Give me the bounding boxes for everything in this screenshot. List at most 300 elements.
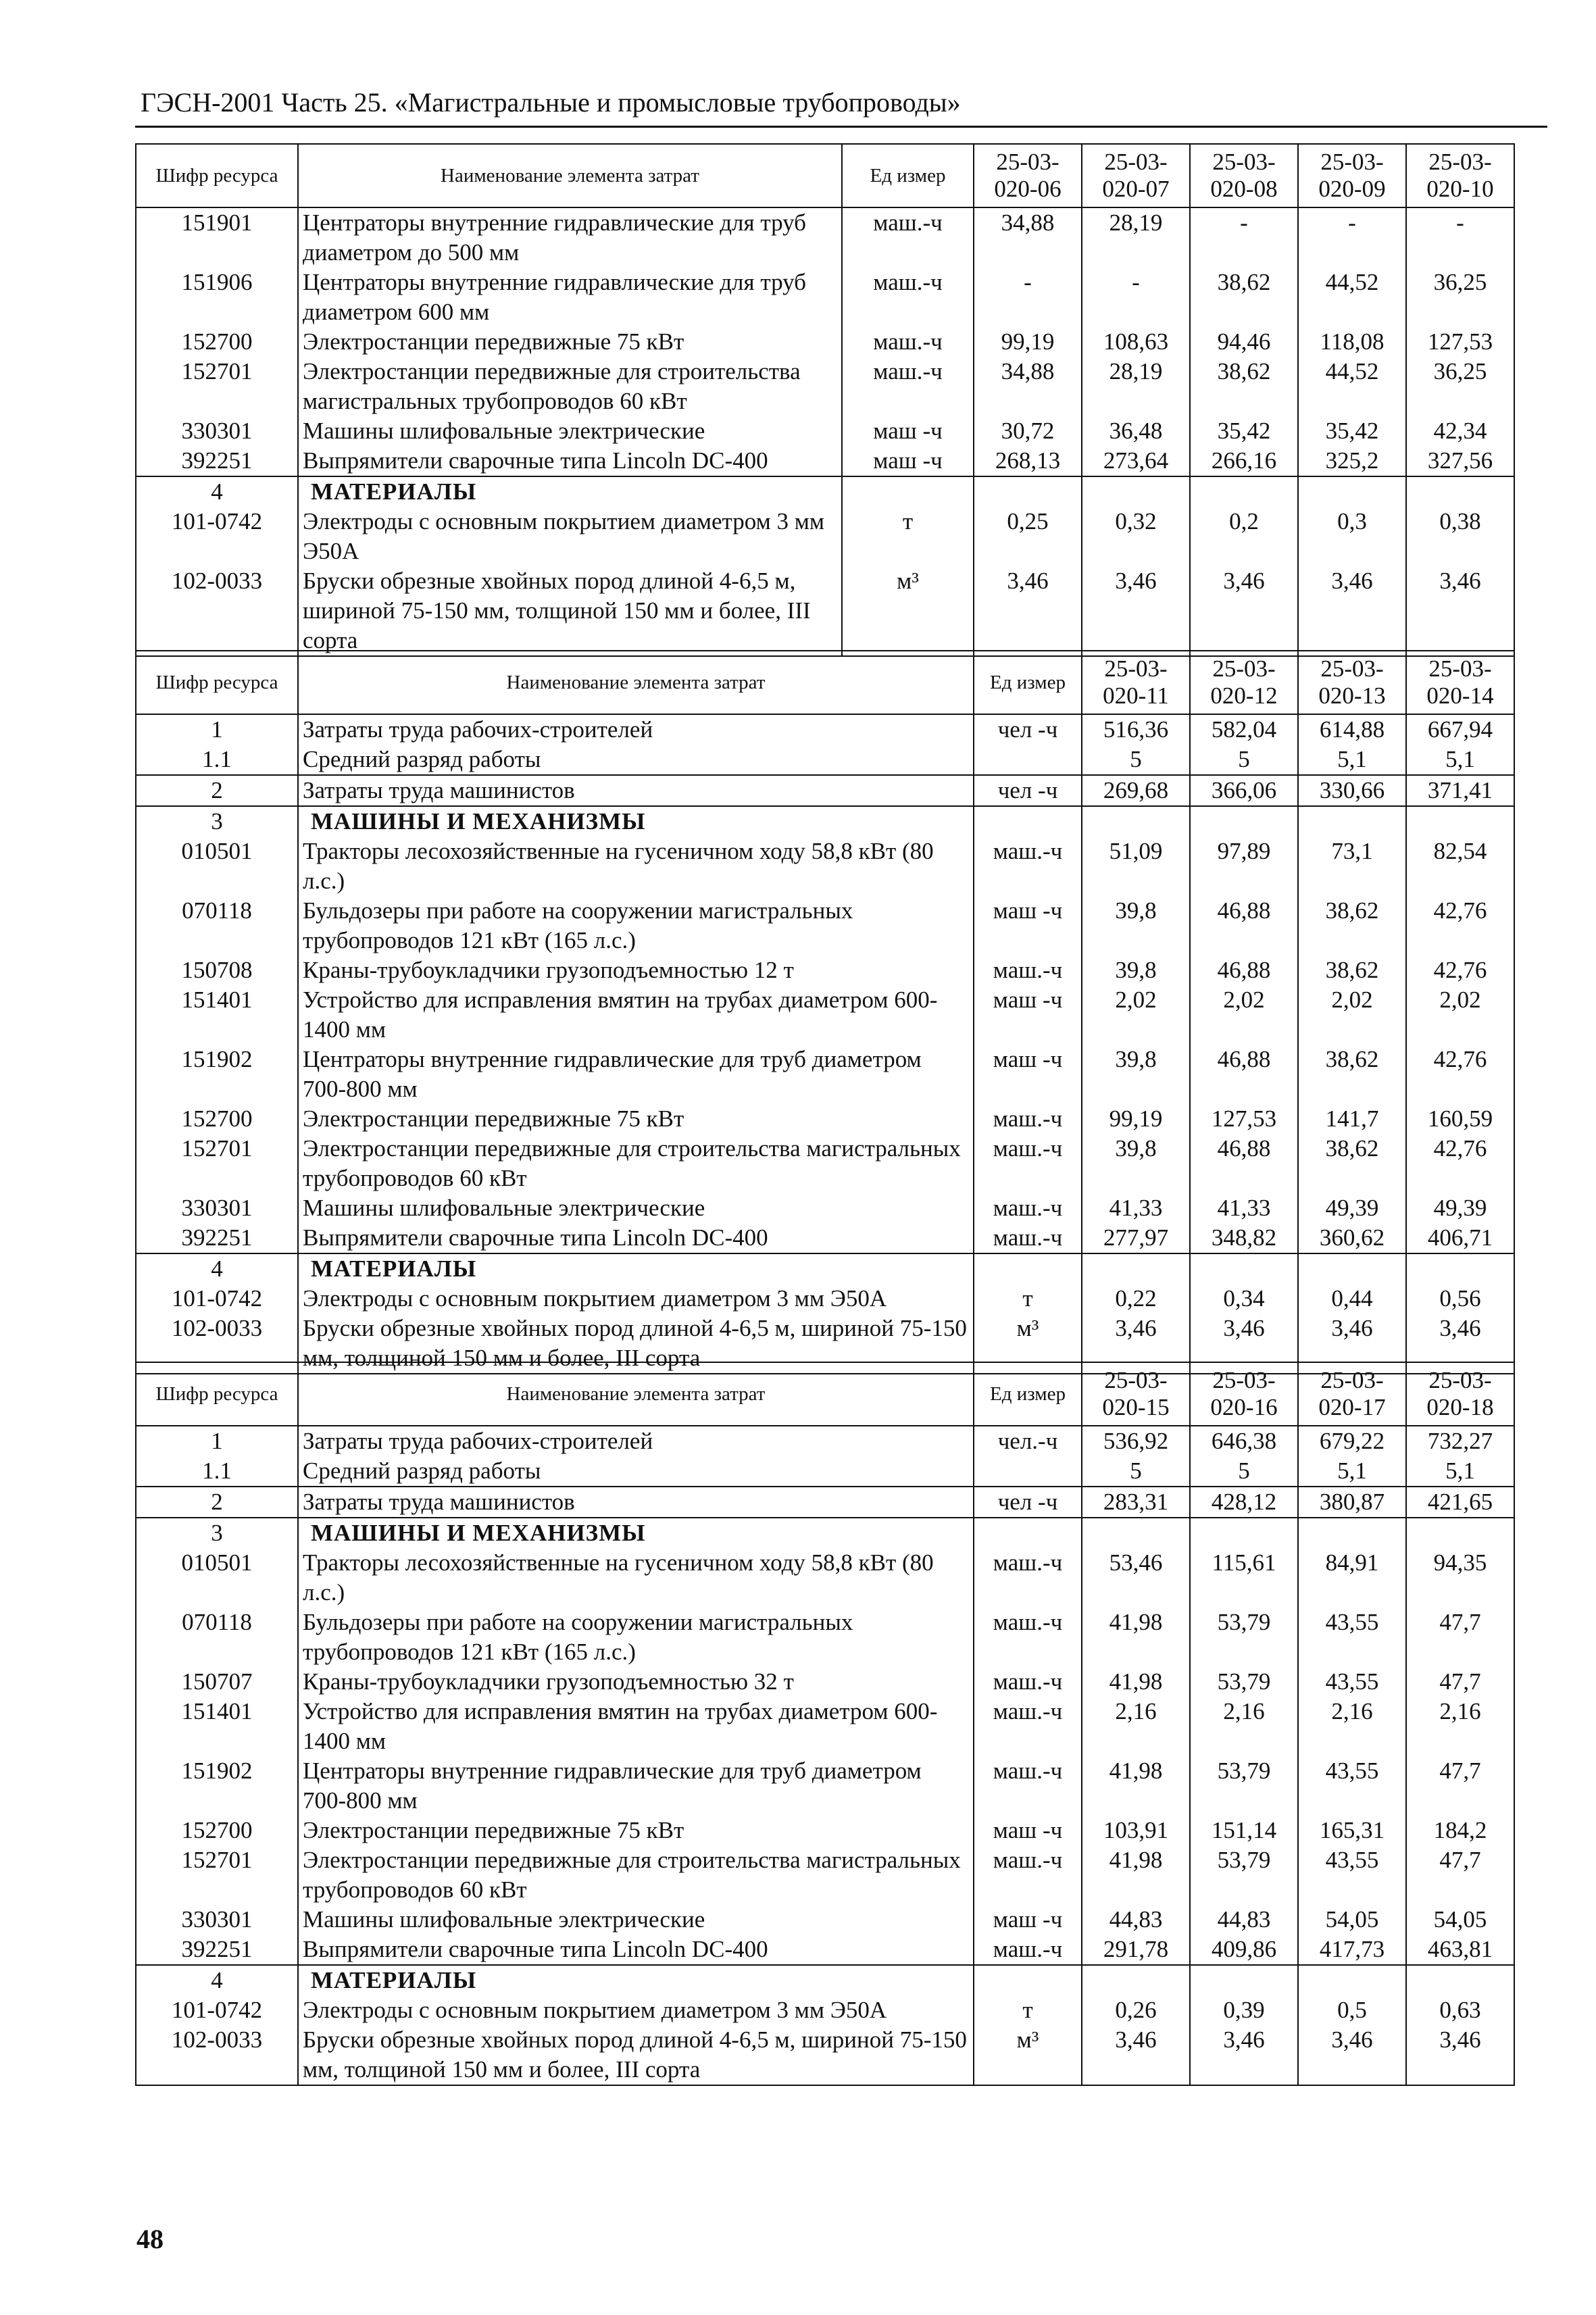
value-cell: 34,88 xyxy=(974,357,1082,416)
resource-code: 101-0742 xyxy=(136,1284,298,1314)
value-cell: 3,46 xyxy=(1406,2025,1514,2085)
value-cell: 28,19 xyxy=(1082,357,1190,416)
resource-code: 330301 xyxy=(136,1193,298,1223)
value-cell: 39,8 xyxy=(1082,1045,1190,1104)
value-cell: 2,02 xyxy=(1406,985,1514,1045)
resource-name: Выпрямители сварочные типа Lincoln DC-400 xyxy=(298,1223,974,1253)
resource-name: Устройство для исправления вмятин на трубах диаметром 600-1400 мм xyxy=(298,1697,974,1756)
value-cell: 291,78 xyxy=(1082,1935,1190,1965)
value-cell xyxy=(1082,1965,1190,1995)
value-cell: 47,7 xyxy=(1406,1756,1514,1816)
value-cell: 184,2 xyxy=(1406,1816,1514,1845)
value-cell: 406,71 xyxy=(1406,1223,1514,1253)
value-cell: 46,88 xyxy=(1190,955,1298,985)
value-cell: - xyxy=(974,268,1082,327)
header-name: Наименование элемента затрат xyxy=(298,144,842,207)
table-row xyxy=(136,837,1514,896)
unit-cell: м³ xyxy=(974,2025,1082,2085)
header-code: Шифр ресурса xyxy=(136,1362,298,1426)
header-rate-code: 25-03-020-10 xyxy=(1406,144,1514,207)
value-cell: 2,16 xyxy=(1406,1697,1514,1756)
resource-code: 4 xyxy=(136,1253,298,1284)
value-cell: 41,33 xyxy=(1082,1193,1190,1223)
value-cell: 47,7 xyxy=(1406,1667,1514,1697)
table-row xyxy=(136,1104,1514,1134)
resource-name: Бульдозеры при работе на сооружении магистральных трубопроводов 121 кВт (165 л.с.) xyxy=(298,896,974,955)
value-cell: 667,94 xyxy=(1406,714,1514,745)
resource-code: 151401 xyxy=(136,1697,298,1756)
value-cell: 463,81 xyxy=(1406,1935,1514,1965)
value-cell: 53,46 xyxy=(1082,1548,1190,1608)
table-row xyxy=(136,1134,1514,1193)
value-cell: 39,8 xyxy=(1082,955,1190,985)
value-cell xyxy=(1082,1518,1190,1548)
table-row xyxy=(136,1223,1514,1253)
unit-cell: маш -ч xyxy=(974,1905,1082,1935)
resource-code: 152701 xyxy=(136,1134,298,1193)
value-cell: 269,68 xyxy=(1082,775,1190,806)
table-row xyxy=(136,1845,1514,1905)
value-cell: 73,1 xyxy=(1298,837,1406,896)
unit-cell: т xyxy=(842,507,974,566)
value-cell xyxy=(1298,1965,1406,1995)
value-cell: 46,88 xyxy=(1190,896,1298,955)
unit-cell xyxy=(974,1456,1082,1487)
page-header: ГЭСН-2001 Часть 25. «Магистральные и промысловые трубопроводы» xyxy=(141,87,961,118)
resource-name: Затраты труда машинистов xyxy=(298,1487,974,1518)
unit-cell: м³ xyxy=(842,566,974,656)
value-cell: - xyxy=(1082,268,1190,327)
resource-name: Электростанции передвижные 75 кВт xyxy=(298,1104,974,1134)
unit-cell: маш -ч xyxy=(974,896,1082,955)
value-cell: 582,04 xyxy=(1190,714,1298,745)
value-cell: 38,62 xyxy=(1190,268,1298,327)
table-row xyxy=(136,2025,1514,2085)
value-cell: 28,19 xyxy=(1082,207,1190,268)
value-cell xyxy=(1190,1253,1298,1284)
unit-cell: маш.-ч xyxy=(842,268,974,327)
resource-code: 151906 xyxy=(136,268,298,327)
unit-cell: маш.-ч xyxy=(974,1756,1082,1816)
value-cell: 409,86 xyxy=(1190,1935,1298,1965)
value-cell: 49,39 xyxy=(1298,1193,1406,1223)
value-cell: 53,79 xyxy=(1190,1667,1298,1697)
value-cell: 46,88 xyxy=(1190,1134,1298,1193)
resource-name: Средний разряд работы xyxy=(298,1456,974,1487)
unit-cell: маш -ч xyxy=(842,416,974,446)
value-cell: 94,35 xyxy=(1406,1548,1514,1608)
table-row xyxy=(136,1667,1514,1697)
value-cell: 44,83 xyxy=(1082,1905,1190,1935)
value-cell xyxy=(1406,476,1514,507)
table-row xyxy=(136,357,1514,416)
unit-cell xyxy=(974,1518,1082,1548)
unit-cell: маш.-ч xyxy=(974,1134,1082,1193)
resource-code: 151902 xyxy=(136,1045,298,1104)
value-cell: 42,76 xyxy=(1406,1134,1514,1193)
value-cell: 41,98 xyxy=(1082,1667,1190,1697)
unit-cell xyxy=(974,806,1082,837)
value-cell: 371,41 xyxy=(1406,775,1514,806)
value-cell: 38,62 xyxy=(1298,896,1406,955)
table-row xyxy=(136,1426,1514,1456)
resource-code: 152700 xyxy=(136,327,298,357)
resource-name: Краны-трубоукладчики грузоподъемностью 32 т xyxy=(298,1667,974,1697)
value-cell xyxy=(1406,1965,1514,1995)
unit-cell xyxy=(974,745,1082,775)
unit-cell: маш.-ч xyxy=(842,327,974,357)
value-cell: 0,26 xyxy=(1082,1995,1190,2025)
value-cell: 330,66 xyxy=(1298,775,1406,806)
value-cell: 36,25 xyxy=(1406,357,1514,416)
resource-code: 4 xyxy=(136,476,298,507)
table-row xyxy=(136,1935,1514,1965)
table-row xyxy=(136,1608,1514,1667)
value-cell: 0,3 xyxy=(1298,507,1406,566)
header-rate-code: 25-03-020-15 xyxy=(1082,1362,1190,1426)
resource-code: 2 xyxy=(136,1487,298,1518)
header-rate-code: 25-03-020-18 xyxy=(1406,1362,1514,1426)
resource-code: 1.1 xyxy=(136,745,298,775)
value-cell xyxy=(1190,806,1298,837)
resource-code: 150707 xyxy=(136,1667,298,1697)
value-cell: 97,89 xyxy=(1190,837,1298,896)
resource-name: Машины шлифовальные электрические xyxy=(298,416,842,446)
value-cell: 39,8 xyxy=(1082,1134,1190,1193)
resource-table-1 xyxy=(135,143,1515,657)
resource-name: Центраторы внутренние гидравлические для труб диаметром 700-800 мм xyxy=(298,1756,974,1816)
resource-name: Электростанции передвижные для строительства магистральных трубопроводов 60 кВт xyxy=(298,1134,974,1193)
value-cell xyxy=(1406,1518,1514,1548)
section-row xyxy=(136,1253,1514,1284)
value-cell: 54,05 xyxy=(1406,1905,1514,1935)
section-row xyxy=(136,806,1514,837)
section-row xyxy=(136,476,1514,507)
value-cell: 3,46 xyxy=(1298,566,1406,656)
resource-code: 1.1 xyxy=(136,1456,298,1487)
value-cell: 44,52 xyxy=(1298,268,1406,327)
value-cell: 0,25 xyxy=(974,507,1082,566)
table-row xyxy=(136,566,1514,656)
value-cell: 41,33 xyxy=(1190,1193,1298,1223)
resource-code: 102-0033 xyxy=(136,566,298,656)
value-cell: 44,83 xyxy=(1190,1905,1298,1935)
header-rate-code: 25-03-020-16 xyxy=(1190,1362,1298,1426)
resource-name: Средний разряд работы xyxy=(298,745,974,775)
unit-cell: маш.-ч xyxy=(974,1667,1082,1697)
value-cell: 38,62 xyxy=(1190,357,1298,416)
value-cell: 41,98 xyxy=(1082,1845,1190,1905)
unit-cell: маш.-ч xyxy=(974,1223,1082,1253)
table-row xyxy=(136,896,1514,955)
value-cell: 3,46 xyxy=(1406,1314,1514,1374)
resource-code: 2 xyxy=(136,775,298,806)
resource-name: Электростанции передвижные для строительства магистральных трубопроводов 60 кВт xyxy=(298,357,842,416)
value-cell: 273,64 xyxy=(1082,446,1190,476)
table-header-row xyxy=(136,1362,1514,1426)
value-cell: 2,02 xyxy=(1298,985,1406,1045)
value-cell: 0,2 xyxy=(1190,507,1298,566)
value-cell: 679,22 xyxy=(1298,1426,1406,1456)
resource-name: Затраты труда рабочих-строителей xyxy=(298,1426,974,1456)
value-cell xyxy=(1190,1965,1298,1995)
resource-table-2 xyxy=(135,650,1515,1374)
unit-cell: чел -ч xyxy=(974,1487,1082,1518)
value-cell: 0,22 xyxy=(1082,1284,1190,1314)
header-rule xyxy=(135,126,1547,128)
resource-name: Устройство для исправления вмятин на трубах диаметром 600-1400 мм xyxy=(298,985,974,1045)
resource-code: 102-0033 xyxy=(136,2025,298,2085)
unit-cell: чел -ч xyxy=(974,714,1082,745)
table-row xyxy=(136,1193,1514,1223)
value-cell: 53,79 xyxy=(1190,1756,1298,1816)
value-cell: 325,2 xyxy=(1298,446,1406,476)
resource-code: 152700 xyxy=(136,1816,298,1845)
value-cell: 3,46 xyxy=(1298,1314,1406,1374)
value-cell: 99,19 xyxy=(1082,1104,1190,1134)
section-title: МАШИНЫ И МЕХАНИЗМЫ xyxy=(298,1518,974,1548)
table-row xyxy=(136,745,1514,775)
value-cell: 30,72 xyxy=(974,416,1082,446)
resource-code: 152700 xyxy=(136,1104,298,1134)
unit-cell xyxy=(842,476,974,507)
resource-code: 1 xyxy=(136,714,298,745)
value-cell: 5 xyxy=(1082,1456,1190,1487)
value-cell: 41,98 xyxy=(1082,1608,1190,1667)
value-cell: 36,25 xyxy=(1406,268,1514,327)
table-row xyxy=(136,1816,1514,1845)
value-cell: 43,55 xyxy=(1298,1608,1406,1667)
table-row xyxy=(136,1456,1514,1487)
value-cell xyxy=(1298,1518,1406,1548)
value-cell: 360,62 xyxy=(1298,1223,1406,1253)
table-row xyxy=(136,1697,1514,1756)
unit-cell: чел -ч xyxy=(974,775,1082,806)
resource-code: 1 xyxy=(136,1426,298,1456)
value-cell: 99,19 xyxy=(974,327,1082,357)
section-title: МАТЕРИАЛЫ xyxy=(298,1253,974,1284)
value-cell xyxy=(974,476,1082,507)
resource-code: 392251 xyxy=(136,1935,298,1965)
table-row xyxy=(136,1284,1514,1314)
value-cell: 3,46 xyxy=(1190,1314,1298,1374)
resource-name: Бульдозеры при работе на сооружении магистральных трубопроводов 121 кВт (165 л.с.) xyxy=(298,1608,974,1667)
resource-code: 151901 xyxy=(136,207,298,268)
table-row xyxy=(136,207,1514,268)
value-cell: 42,34 xyxy=(1406,416,1514,446)
section-title: МАШИНЫ И МЕХАНИЗМЫ xyxy=(298,806,974,837)
value-cell: 0,5 xyxy=(1298,1995,1406,2025)
value-cell: 3,46 xyxy=(1190,566,1298,656)
value-cell: 646,38 xyxy=(1190,1426,1298,1456)
value-cell: 127,53 xyxy=(1190,1104,1298,1134)
resource-code: 4 xyxy=(136,1965,298,1995)
value-cell: 266,16 xyxy=(1190,446,1298,476)
value-cell: 44,52 xyxy=(1298,357,1406,416)
value-cell: 36,48 xyxy=(1082,416,1190,446)
table-row xyxy=(136,1905,1514,1935)
unit-cell: т xyxy=(974,1995,1082,2025)
value-cell: 0,38 xyxy=(1406,507,1514,566)
value-cell: 47,7 xyxy=(1406,1608,1514,1667)
value-cell: 34,88 xyxy=(974,207,1082,268)
value-cell: 0,39 xyxy=(1190,1995,1298,2025)
section-row xyxy=(136,1518,1514,1548)
value-cell: - xyxy=(1406,207,1514,268)
resource-name: Центраторы внутренние гидравлические для труб диаметром 700-800 мм xyxy=(298,1045,974,1104)
header-name: Наименование элемента затрат xyxy=(298,651,974,714)
header-unit: Ед измер xyxy=(974,1362,1082,1426)
value-cell: 141,7 xyxy=(1298,1104,1406,1134)
value-cell: 3,46 xyxy=(1082,1314,1190,1374)
table-row xyxy=(136,1045,1514,1104)
resource-code: 010501 xyxy=(136,837,298,896)
value-cell xyxy=(1406,1253,1514,1284)
unit-cell: маш -ч xyxy=(974,1816,1082,1845)
unit-cell: маш.-ч xyxy=(974,955,1082,985)
value-cell: 327,56 xyxy=(1406,446,1514,476)
resource-code: 330301 xyxy=(136,416,298,446)
value-cell: 2,16 xyxy=(1082,1697,1190,1756)
value-cell: 165,31 xyxy=(1298,1816,1406,1845)
unit-cell: маш.-ч xyxy=(842,207,974,268)
unit-cell: маш.-ч xyxy=(842,357,974,416)
resource-code: 151902 xyxy=(136,1756,298,1816)
resource-code: 151401 xyxy=(136,985,298,1045)
resource-name: Выпрямители сварочные типа Lincoln DC-400 xyxy=(298,1935,974,1965)
page-number: 48 xyxy=(136,2224,164,2254)
value-cell: 5,1 xyxy=(1406,1456,1514,1487)
unit-cell: маш.-ч xyxy=(974,1548,1082,1608)
unit-cell: м³ xyxy=(974,1314,1082,1374)
resource-code: 3 xyxy=(136,1518,298,1548)
header-code: Шифр ресурса xyxy=(136,144,298,207)
resource-code: 070118 xyxy=(136,1608,298,1667)
value-cell: 84,91 xyxy=(1298,1548,1406,1608)
value-cell: 151,14 xyxy=(1190,1816,1298,1845)
value-cell: 5,1 xyxy=(1298,1456,1406,1487)
value-cell: 43,55 xyxy=(1298,1845,1406,1905)
value-cell: 5,1 xyxy=(1298,745,1406,775)
value-cell: 94,46 xyxy=(1190,327,1298,357)
resource-name: Затраты труда машинистов xyxy=(298,775,974,806)
value-cell: 0,32 xyxy=(1082,507,1190,566)
resource-name: Бруски обрезные хвойных пород длиной 4-6,5 м, шириной 75-150 мм, толщиной 150 мм и более, III сорта xyxy=(298,1314,974,1374)
table-row xyxy=(136,714,1514,745)
resource-name: Электростанции передвижные 75 кВт xyxy=(298,327,842,357)
value-cell: - xyxy=(1190,207,1298,268)
resource-table-3 xyxy=(135,1362,1515,2086)
table-header-row xyxy=(136,651,1514,714)
header-rate-code: 25-03-020-09 xyxy=(1298,144,1406,207)
resource-code: 101-0742 xyxy=(136,1995,298,2025)
header-rate-code: 25-03-020-06 xyxy=(974,144,1082,207)
unit-cell: маш.-ч xyxy=(974,1697,1082,1756)
table-row xyxy=(136,775,1514,806)
header-code: Шифр ресурса xyxy=(136,651,298,714)
table-row xyxy=(136,416,1514,446)
value-cell: 2,02 xyxy=(1190,985,1298,1045)
value-cell xyxy=(1298,476,1406,507)
resource-name: Машины шлифовальные электрические xyxy=(298,1905,974,1935)
table-row xyxy=(136,268,1514,327)
value-cell: 0,34 xyxy=(1190,1284,1298,1314)
value-cell: 380,87 xyxy=(1298,1487,1406,1518)
table-row xyxy=(136,1548,1514,1608)
header-rate-code: 25-03-020-12 xyxy=(1190,651,1298,714)
value-cell: 5 xyxy=(1190,745,1298,775)
section-title: МАТЕРИАЛЫ xyxy=(298,476,842,507)
value-cell xyxy=(1082,1253,1190,1284)
resource-code: 102-0033 xyxy=(136,1314,298,1374)
value-cell: 103,91 xyxy=(1082,1816,1190,1845)
resource-code: 010501 xyxy=(136,1548,298,1608)
value-cell: 417,73 xyxy=(1298,1935,1406,1965)
resource-name: Электроды с основным покрытием диаметром 3 мм Э50А xyxy=(298,507,842,566)
value-cell: 47,7 xyxy=(1406,1845,1514,1905)
value-cell: 42,76 xyxy=(1406,1045,1514,1104)
value-cell: 421,65 xyxy=(1406,1487,1514,1518)
value-cell: 283,31 xyxy=(1082,1487,1190,1518)
value-cell: 115,61 xyxy=(1190,1548,1298,1608)
value-cell xyxy=(1082,806,1190,837)
value-cell: 118,08 xyxy=(1298,327,1406,357)
value-cell: - xyxy=(1298,207,1406,268)
unit-cell: маш.-ч xyxy=(974,1845,1082,1905)
resource-name: Электроды с основным покрытием диаметром 3 мм Э50А xyxy=(298,1995,974,2025)
resource-code: 152701 xyxy=(136,357,298,416)
unit-cell: маш.-ч xyxy=(974,1608,1082,1667)
value-cell xyxy=(1190,1518,1298,1548)
value-cell: 516,36 xyxy=(1082,714,1190,745)
header-unit: Ед измер xyxy=(842,144,974,207)
resource-name: Тракторы лесохозяйственные на гусеничном ходу 58,8 кВт (80 л.с.) xyxy=(298,837,974,896)
unit-cell: маш.-ч xyxy=(974,1935,1082,1965)
resource-name: Машины шлифовальные электрические xyxy=(298,1193,974,1223)
unit-cell: маш -ч xyxy=(974,985,1082,1045)
section-row xyxy=(136,1965,1514,1995)
resource-name: Бруски обрезные хвойных пород длиной 4-6,5 м, шириной 75-150 мм, толщиной 150 мм и более, III сорта xyxy=(298,2025,974,2085)
value-cell: 54,05 xyxy=(1298,1905,1406,1935)
resource-name: Выпрямители сварочные типа Lincoln DC-400 xyxy=(298,446,842,476)
value-cell: 268,13 xyxy=(974,446,1082,476)
header-unit: Ед измер xyxy=(974,651,1082,714)
resource-name: Электростанции передвижные для строительства магистральных трубопроводов 60 кВт xyxy=(298,1845,974,1905)
value-cell: 3,46 xyxy=(1406,566,1514,656)
value-cell: 0,63 xyxy=(1406,1995,1514,2025)
unit-cell: т xyxy=(974,1284,1082,1314)
resource-code: 070118 xyxy=(136,896,298,955)
value-cell: 41,98 xyxy=(1082,1756,1190,1816)
header-rate-code: 25-03-020-08 xyxy=(1190,144,1298,207)
value-cell: 277,97 xyxy=(1082,1223,1190,1253)
value-cell: 3,46 xyxy=(1298,2025,1406,2085)
value-cell: 82,54 xyxy=(1406,837,1514,896)
resource-name: Затраты труда рабочих-строителей xyxy=(298,714,974,745)
value-cell: 3,46 xyxy=(1082,2025,1190,2085)
value-cell: 53,79 xyxy=(1190,1608,1298,1667)
table-row xyxy=(136,327,1514,357)
resource-name: Центраторы внутренние гидравлические для труб диаметром 600 мм xyxy=(298,268,842,327)
resource-code: 101-0742 xyxy=(136,507,298,566)
value-cell: 5,1 xyxy=(1406,745,1514,775)
value-cell xyxy=(1082,476,1190,507)
resource-code: 152701 xyxy=(136,1845,298,1905)
unit-cell: маш -ч xyxy=(842,446,974,476)
value-cell: 39,8 xyxy=(1082,896,1190,955)
table-row xyxy=(136,507,1514,566)
section-title: МАТЕРИАЛЫ xyxy=(298,1965,974,1995)
